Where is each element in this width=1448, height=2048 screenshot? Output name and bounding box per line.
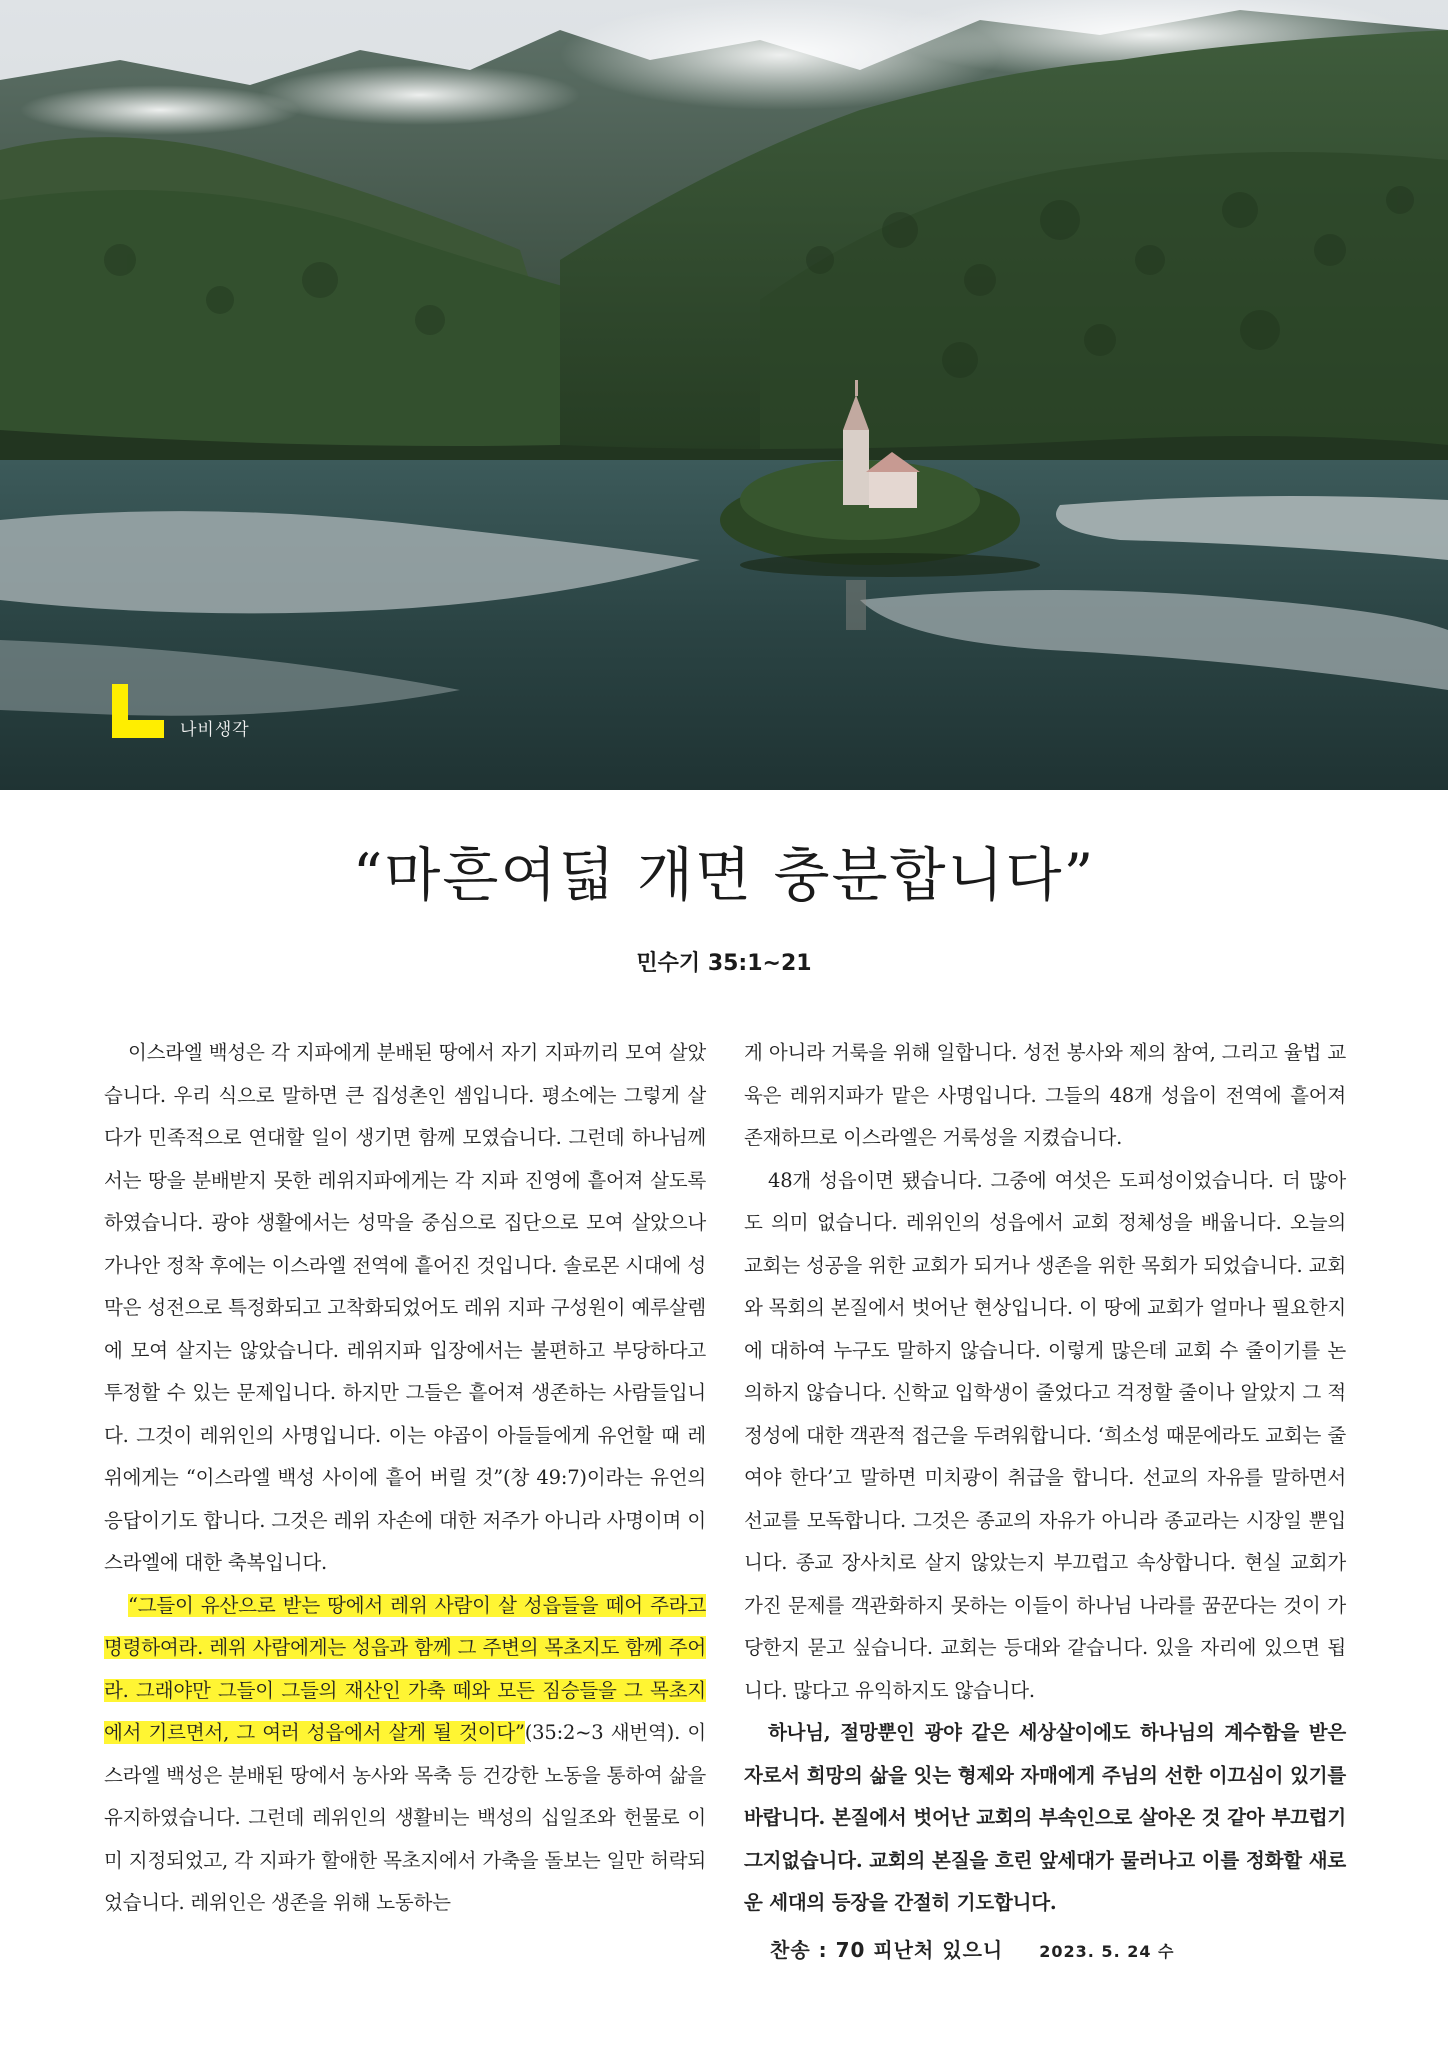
lake-bled-photo xyxy=(0,0,1448,790)
paragraph-text: (35:2~3 새번역). 이스라엘 백성은 분배된 땅에서 농사와 목축 등 건강한 노동을 통하여 삶을 유지하였습니다. 그런데 레위인의 생활비는 백성의 십일조와 헌물로 이미 지정되었고, 각 지파가 할애한 목초지에서 가축을 돌보는 일만 허락되었습니다. 레위인은 생존을 위해 노동하는 xyxy=(104,1721,706,1914)
footer-line xyxy=(744,1929,1346,1974)
paragraph xyxy=(104,1585,706,1925)
left-column xyxy=(104,1032,706,1925)
hymn-label: 찬송 : 70 피난처 있으니 xyxy=(770,1937,1004,1962)
brand-name: 나비생각 xyxy=(180,720,250,740)
brand-logo xyxy=(112,684,250,738)
date-label: 2023. 5. 24 수 xyxy=(1039,1941,1175,1961)
brand-l-icon xyxy=(112,684,164,738)
paragraph: 게 아니라 거룩을 위해 일합니다. 성전 봉사와 제의 참여, 그리고 율법 교육은 레위지파가 맡은 사명입니다. 그들의 48개 성읍이 전역에 흩어져 존재하므로 이스라엘은 거룩성을 지켰습니다. xyxy=(744,1041,1346,1149)
paragraph: 이스라엘 백성은 각 지파에게 분배된 땅에서 자기 지파끼리 모여 살았습니다. 우리 식으로 말하면 큰 집성촌인 셈입니다. 평소에는 그렇게 살다가 민족적으로 연대할 일이 생기면 함께 모였습니다. 그런데 하나님께서는 땅을 분배받지 못한 레위지파에게는 각 지파 진영에 흩어져 살도록 하였습니다. 광야 생활에서는 성막을 중심으로 집단으로 모여 살았으나 가나안 정착 후에는 이스라엘 전역에 흩어진 것입니다. 솔로몬 시대에 성막은 성전으로 특정화되고 고착화되었어도 레위 지파 구성원이 예루살렘에 모여 살지는 않았습니다. 레위지파 입장에서는 불편하고 부당하다고 투정할 수 있는 문제입니다. 하지만 그들은 흩어져 생존하는 사람들입니다. 그것이 레위인의 사명입니다. 이는 야곱이 아들들에게 유언할 때 레위에게는 “이스라엘 백성 사이에 흩어 버릴 것”(창 49:7)이라는 유언의 응답이기도 합니다. 그것은 레위 자손에 대한 저주가 아니라 사명이며 이스라엘에 대한 축복입니다. xyxy=(104,1041,706,1574)
prayer-paragraph: 하나님, 절망뿐인 광야 같은 세상살이에도 하나님의 계수함을 받은 자로서 희망의 삶을 잇는 형제와 자매에게 주님의 선한 이끄심이 있기를 바랍니다. 본질에서 벗어난 교회의 부속인으로 살아온 것 같아 부끄럽기 그지없습니다. 교회의 본질을 흐린 앞세대가 물러나고 이를 정화할 새로운 세대의 등장을 간절히 기도합니다. xyxy=(744,1721,1346,1914)
paragraph: 48개 성읍이면 됐습니다. 그중에 여섯은 도피성이었습니다. 더 많아도 의미 없습니다. 레위인의 성읍에서 교회 정체성을 배웁니다. 오늘의 교회는 성공을 위한 교회가 되거나 생존을 위한 목회가 되었습니다. 교회와 목회의 본질에서 벗어난 현상입니다. 이 땅에 교회가 얼마나 필요한지에 대하여 누구도 말하지 않습니다. 이렇게 많은데 교회 수 줄이기를 논의하지 않습니다. 신학교 입학생이 줄었다고 걱정할 줄이나 알았지 그 적정성에 대한 객관적 접근을 두려워합니다. ‘희소성 때문에라도 교회는 줄여야 한다’고 말하면 미치광이 취급을 합니다. 선교의 자유를 말하면서 선교를 모독합니다. 그것은 종교의 자유가 아니라 종교라는 시장일 뿐입니다. 종교 장사치로 살지 않았는지 부끄럽고 속상합니다. 현실 교회가 가진 문제를 객관화하지 못하는 이들이 하나님 나라를 꿈꾼다는 것이 가당한지 묻고 싶습니다. 교회는 등대와 같습니다. 있을 자리에 있으면 됩니다. 많다고 유익하지도 않습니다. xyxy=(744,1168,1346,1702)
highlighted-quote: “그들이 유산으로 받는 땅에서 레위 사람이 살 성읍들을 떼어 주라고 명령하여라. 레위 사람에게는 성읍과 함께 그 주변의 목초지도 함께 주어라. 그래야만 그들이 그들의 재산인 가축 떼와 모든 짐승들을 그 목초지에서 기르면서, 그 여러 성읍에서 살게 될 것이다” xyxy=(104,1593,706,1744)
scripture-reference: 민수기 35:1~21 xyxy=(636,951,812,976)
hero-image xyxy=(0,0,1448,790)
right-column xyxy=(744,1032,1346,1973)
page-title: “마흔여덟 개면 충분합니다” xyxy=(352,841,1096,909)
